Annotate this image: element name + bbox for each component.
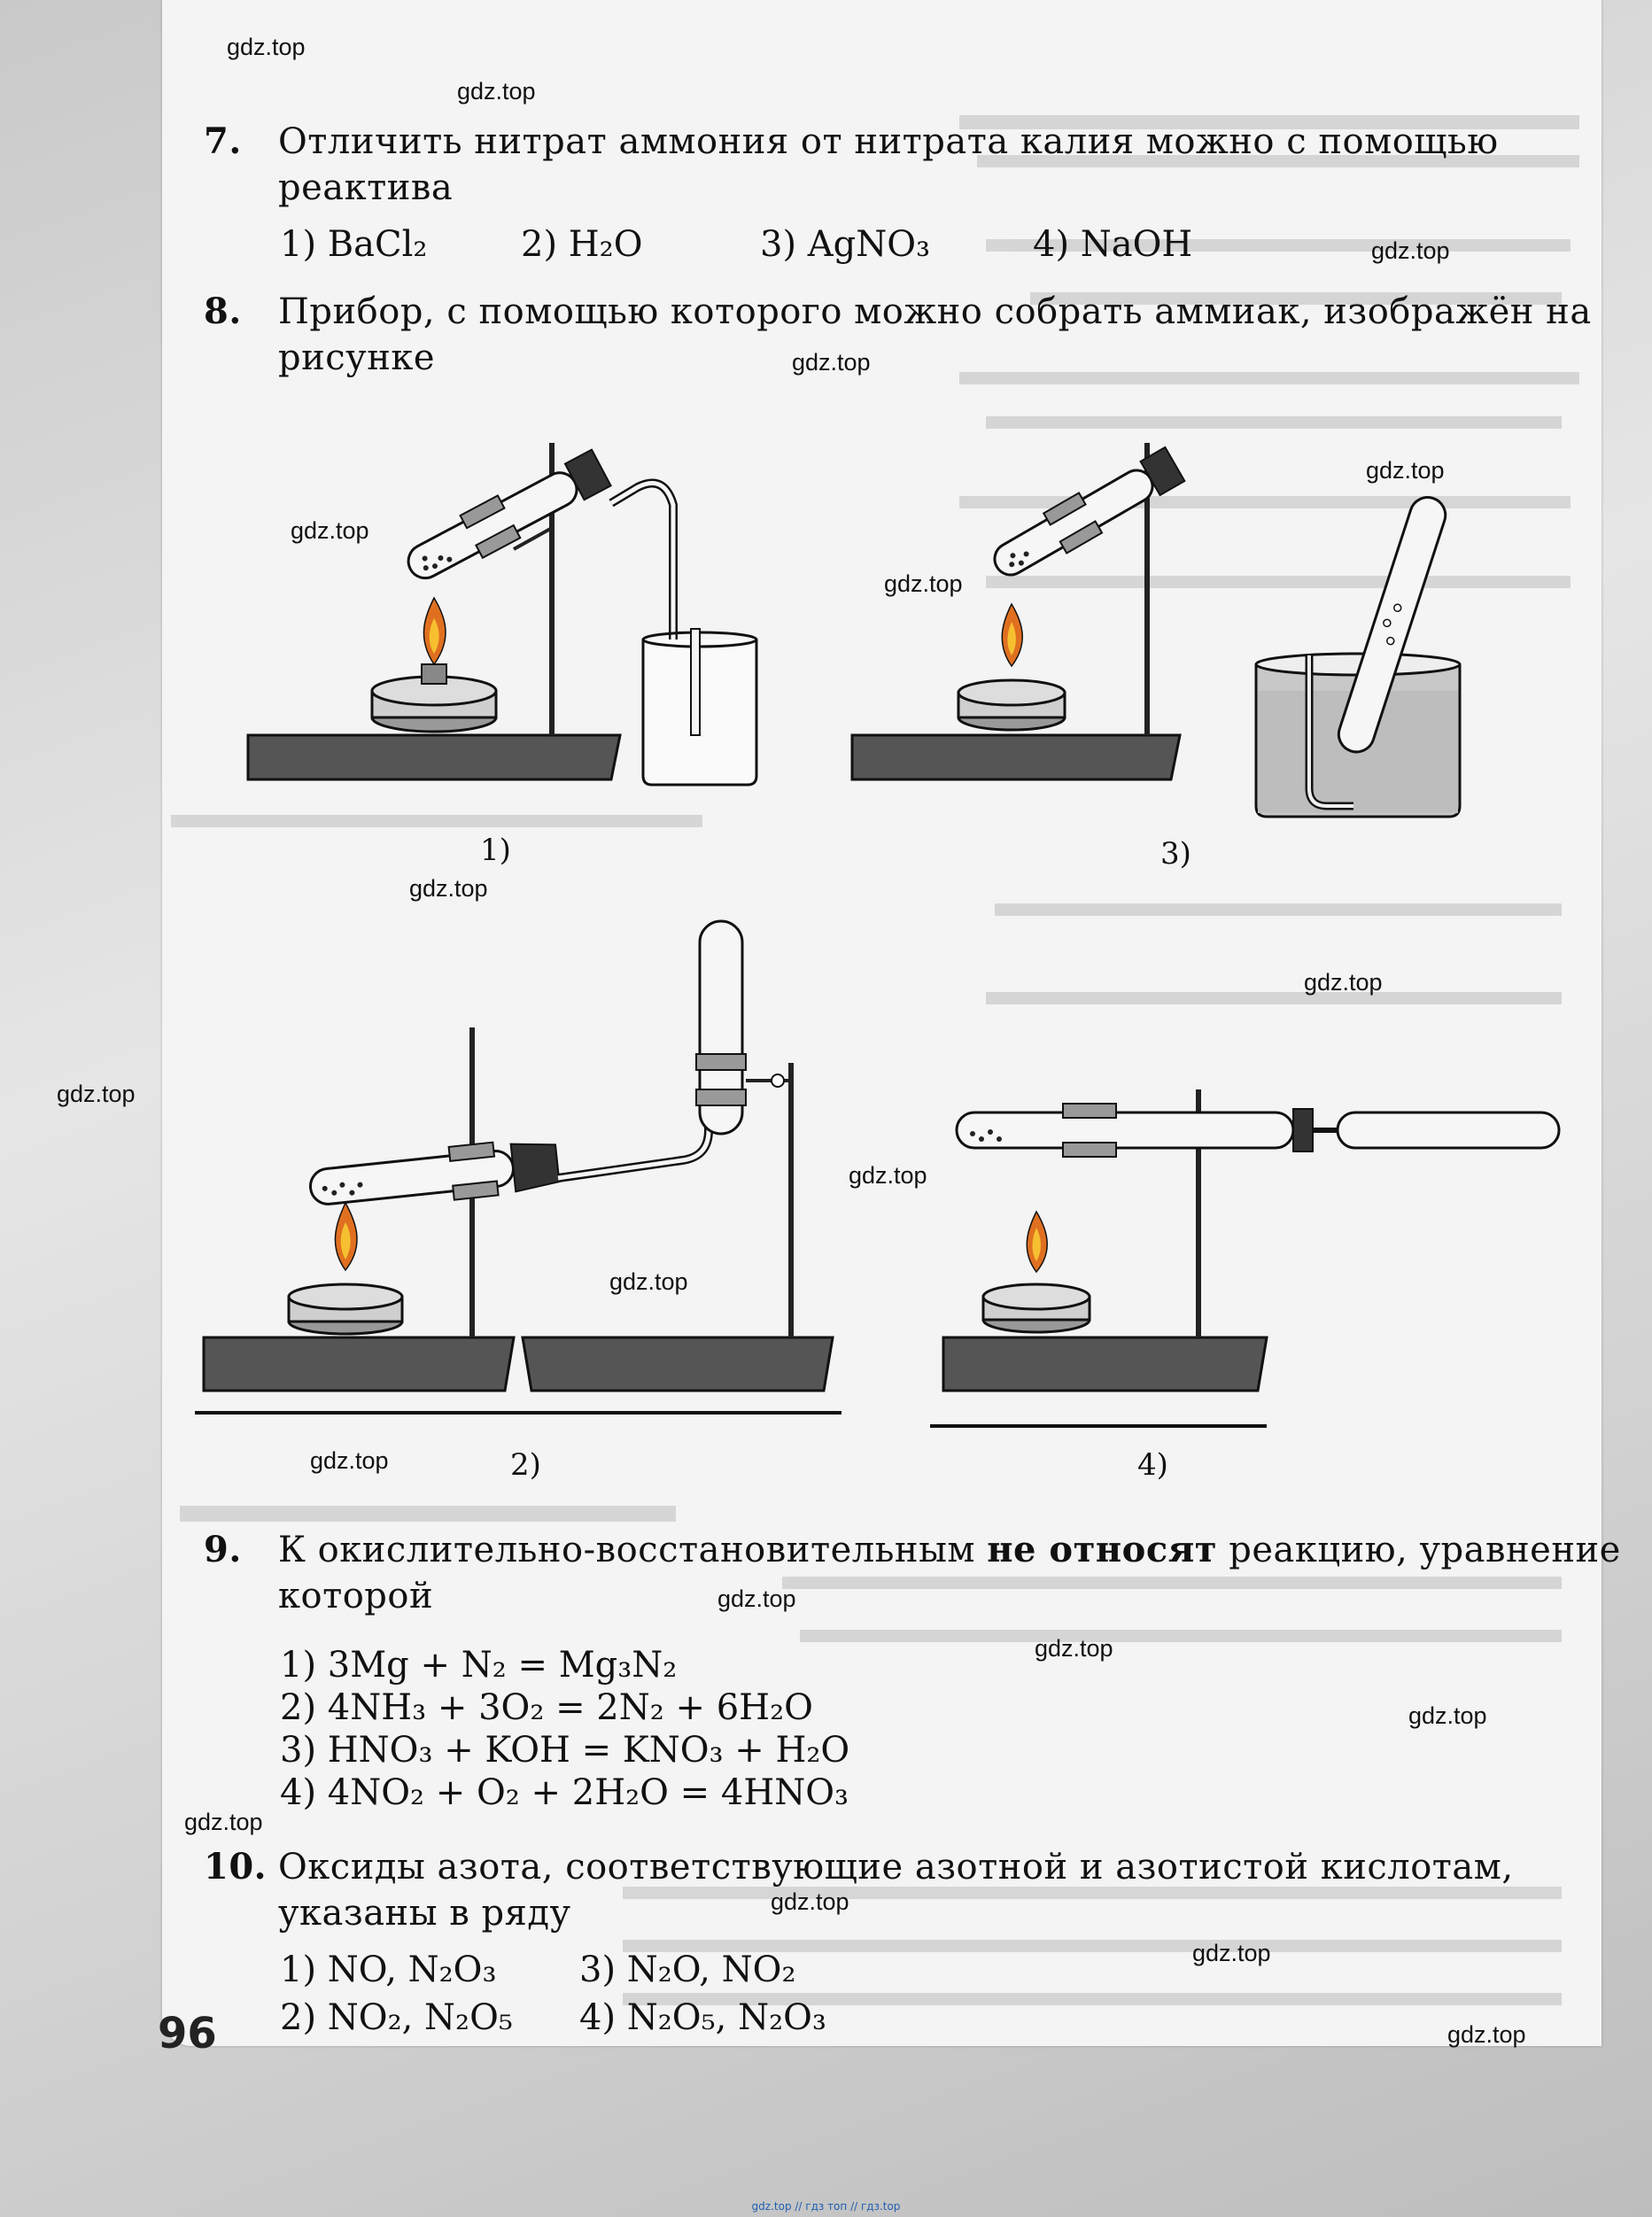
- watermark: gdz.top: [1035, 1635, 1113, 1662]
- figure-label: 3): [1160, 836, 1191, 872]
- apparatus-1-figure: [248, 425, 673, 797]
- answer-option: 1) BaCl₂: [280, 224, 428, 265]
- watermark: gdz.top: [609, 1268, 688, 1295]
- watermark: gdz.top: [792, 349, 871, 376]
- watermark: gdz.top: [771, 1888, 849, 1915]
- watermark: gdz.top: [457, 78, 536, 105]
- answer-option: 1) 3Mg + N₂ = Mg₃N₂: [280, 1645, 678, 1686]
- watermark: gdz.top: [310, 1447, 389, 1474]
- question-text: Оксиды азота, соответствующие азотной и азотистой кислотам, указаны в ряду: [278, 1847, 1514, 1934]
- figure-label: 4): [1137, 1447, 1168, 1483]
- apparatus-4-figure: [930, 1045, 1586, 1435]
- question-number: 7.: [204, 120, 242, 162]
- watermark: gdz.top: [1371, 237, 1450, 264]
- answer-option: 2) NO₂, N₂O₅: [280, 1997, 513, 2038]
- watermark: gdz.top: [717, 1585, 796, 1612]
- inverted-tube: [1346, 483, 1435, 775]
- question-text: Отличить нитрат аммония от нитрата калия можно с помощью реактива: [278, 121, 1499, 208]
- footer-note: gdz.top // гдз топ // гдз.top: [751, 2200, 901, 2213]
- watermark: gdz.top: [884, 570, 963, 597]
- answer-option: 4) N₂O₅, N₂O₃: [579, 1997, 826, 2038]
- question-number: 8.: [204, 291, 242, 332]
- watermark: gdz.top: [1447, 2021, 1526, 2048]
- answer-option: 1) NO, N₂O₃: [280, 1950, 497, 1990]
- question-number: 9.: [204, 1529, 242, 1570]
- watermark: gdz.top: [849, 1162, 927, 1189]
- watermark: gdz.top: [1366, 457, 1445, 484]
- watermark: gdz.top: [184, 1809, 263, 1835]
- watermark: gdz.top: [409, 875, 488, 902]
- question-text: Прибор, с помощью которого можно собрать аммиак, изображён на рисунке: [278, 291, 1592, 378]
- answer-option: 3) HNO₃ + KOH = KNO₃ + H₂O: [280, 1730, 850, 1771]
- beaker: [638, 629, 762, 788]
- watermark: gdz.top: [1304, 969, 1383, 996]
- question-text: К окислительно-восстановительным не относят реакцию, уравнение которой: [278, 1529, 1621, 1616]
- watermark: gdz.top: [1408, 1702, 1487, 1729]
- answer-option: 2) 4NH₃ + 3O₂ = 2N₂ + 6H₂O: [280, 1687, 813, 1728]
- answer-option: 4) NaOH: [1033, 224, 1193, 265]
- answer-option: 3) N₂O, NO₂: [579, 1950, 796, 1990]
- apparatus-2-figure: [204, 921, 859, 1408]
- page-number: 96: [158, 2009, 217, 2058]
- watermark: gdz.top: [1192, 1940, 1271, 1966]
- question-number: 10.: [204, 1846, 268, 1888]
- figure-label: 1): [480, 833, 511, 868]
- answer-option: 2) H₂O: [521, 224, 643, 265]
- apparatus-3-figure: [852, 434, 1242, 824]
- answer-option: 3) AgNO₃: [760, 224, 931, 265]
- watermark: gdz.top: [291, 517, 369, 544]
- figure-label: 2): [510, 1447, 541, 1483]
- answer-option: 4) 4NO₂ + O₂ + 2H₂O = 4HNO₃: [280, 1772, 849, 1813]
- watermark: gdz.top: [57, 1081, 136, 1107]
- watermark: gdz.top: [227, 34, 306, 60]
